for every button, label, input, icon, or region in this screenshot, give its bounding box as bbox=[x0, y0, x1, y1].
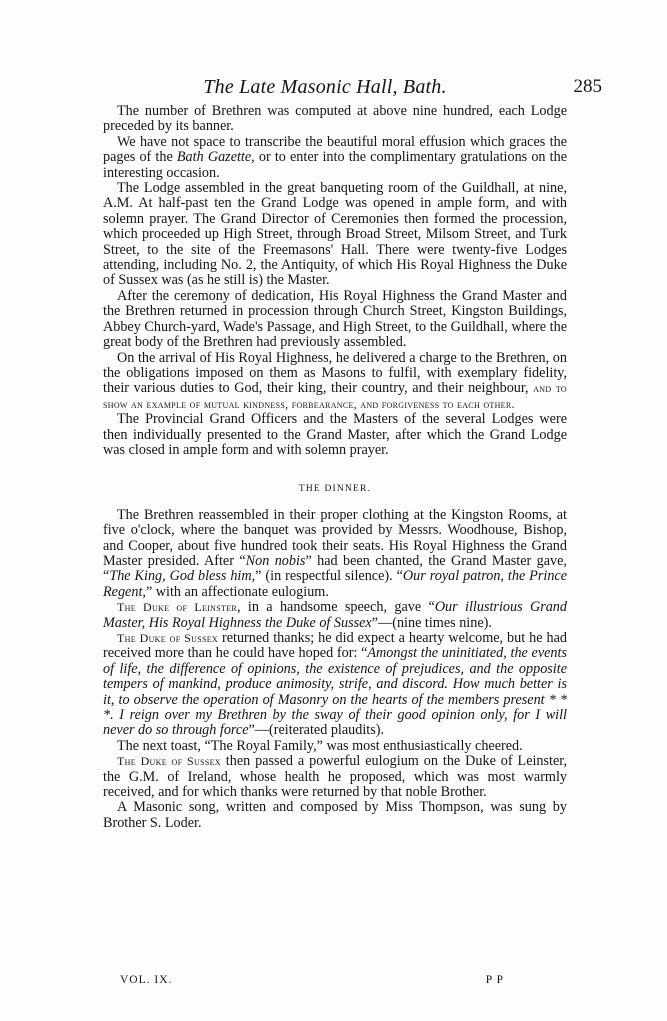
paragraph-leinster-toast bbox=[103, 600, 567, 631]
duke-sussex: The Duke of Sussex bbox=[117, 631, 219, 645]
sussex-quote: Amongst the uninitiated, the events of life, the difference of opinions, the existence of prejudices, and the opposite tempers of mankind, produce animosity, strife, and discord. How much better is it, to observe the operation of Masonry on the hearts of the members present * * *. I reign over my Brethren by the sway of their good opinion only, for I will never do so through force bbox=[103, 645, 567, 739]
signature-mark: P P bbox=[485, 974, 504, 986]
paragraph-lodge-assembly: The Lodge assembled in the great banqueting room of the Guildhall, at nine, A.M. At half-past ten the Grand Lodge was opened in ample form, and with solemn prayer. The Grand Director of Ceremonies then formed the procession, which proceeded up High Street, through Broad Street, Milsom Street, and Turk Street, to the site of the Freemasons' Hall. There were twenty-five Lodges attending, including No. 2, the Antiquity, of which His Royal Highness the Duke of Sussex was (as he still is) the Master. bbox=[103, 180, 567, 289]
running-title: The Late Masonic Hall, Bath. bbox=[203, 76, 447, 98]
text-run: ” had been chanted, the Grand Master gave, “ bbox=[103, 552, 567, 585]
paragraph-dedication: After the ceremony of dedication, His Royal Highness the Grand Master and the Brethren returned in procession through Church Street, Kingston Buildings, Abbey Church-yard, Wade's Passage, and High Street, to the Guildhall, where the great body of the Brethren had previously assembled. bbox=[103, 287, 567, 351]
text-run: returned thanks; he did expect a hearty welcome, but he had received more than he could have hoped for: “ bbox=[103, 630, 567, 662]
non-nobis: Non nobis bbox=[245, 552, 306, 569]
toast-king: The King, God bless him, bbox=[109, 568, 256, 585]
text-run: ” with an affectionate eulogium. bbox=[145, 583, 329, 600]
paragraph-sussex-thanks bbox=[103, 631, 567, 739]
text-run: The Brethren reassembled in their proper clothing at the Kingston Rooms, at five o'clock, where the banquet was provided by Messrs. Woodhouse, Bishop, and Cooper, about five hundred took their seats. His Royal Highness the Grand Master presided. bbox=[103, 506, 567, 569]
page-footer bbox=[120, 974, 504, 990]
duke-sussex: The Duke of Sussex bbox=[117, 754, 221, 769]
paragraph-charge bbox=[103, 351, 567, 413]
text-run: We have not space to transcribe the beautiful moral effusion which graces the pages of the bbox=[103, 133, 567, 166]
volume-label: VOL. IX. bbox=[120, 974, 173, 986]
paragraph-eulogium bbox=[103, 754, 567, 800]
toast-grand-master: Our illustrious Grand Master, His Royal Highness the Duke of Sussex bbox=[103, 599, 567, 631]
text-run: On the arrival of His Royal Highness, he delivered a charge to the Brethren, on the obligations imposed on them as Masons to fulfil, with exemplary fidelity, their various duties to God, their king, their country, and their neighbour, bbox=[103, 349, 567, 397]
paragraph-dinner bbox=[103, 508, 567, 600]
section-heading-dinner: THE DINNER. bbox=[298, 484, 372, 495]
article-body bbox=[103, 104, 567, 831]
paragraph-masonic-song: A Masonic song, written and composed by Miss Thompson, was sung by Brother S. Loder. bbox=[103, 799, 567, 831]
text-run: ”—(nine times nine). bbox=[371, 614, 492, 631]
text-run: then passed a powerful eulogium on the Duke of Leinster, the G.M. of Ireland, whose health he proposed, which was most warmly received, and for which thanks were returned by that noble Brother. bbox=[103, 753, 567, 801]
page-header bbox=[112, 76, 602, 100]
text-run: ” (in respectful silence). “ bbox=[255, 568, 403, 585]
page-number: 285 bbox=[573, 76, 602, 97]
text-run: After “ bbox=[199, 552, 246, 569]
toast-prince-regent: Our royal patron, the Prince Regent, bbox=[103, 568, 568, 600]
paragraph-gazette bbox=[103, 135, 567, 181]
charge-emphasis: and to show an example of mutual kindness, forbearance, and forgiveness to each other. bbox=[103, 381, 567, 411]
text-run: , in a handsome speech, gave “ bbox=[237, 599, 435, 616]
text-run: , or to enter into the complimentary gratulations on the interesting occasion. bbox=[103, 149, 567, 181]
duke-leinster: The Duke of Leinster bbox=[117, 600, 237, 615]
paragraph-procession-count: The number of Brethren was computed at above nine hundred, each Lodge preceded by its banner. bbox=[103, 103, 567, 135]
gazette-title: Bath Gazette bbox=[176, 149, 252, 166]
paragraph-presentation: The Provincial Grand Officers and the Masters of the several Lodges were then individually presented to the Grand Master, after which the Grand Lodge was closed in ample form and with solemn prayer. bbox=[103, 411, 567, 458]
paragraph-royal-family: The next toast, “The Royal Family,” was most enthusiastically cheered. bbox=[117, 737, 523, 754]
text-run: ”—(reiterated plaudits). bbox=[248, 722, 385, 739]
